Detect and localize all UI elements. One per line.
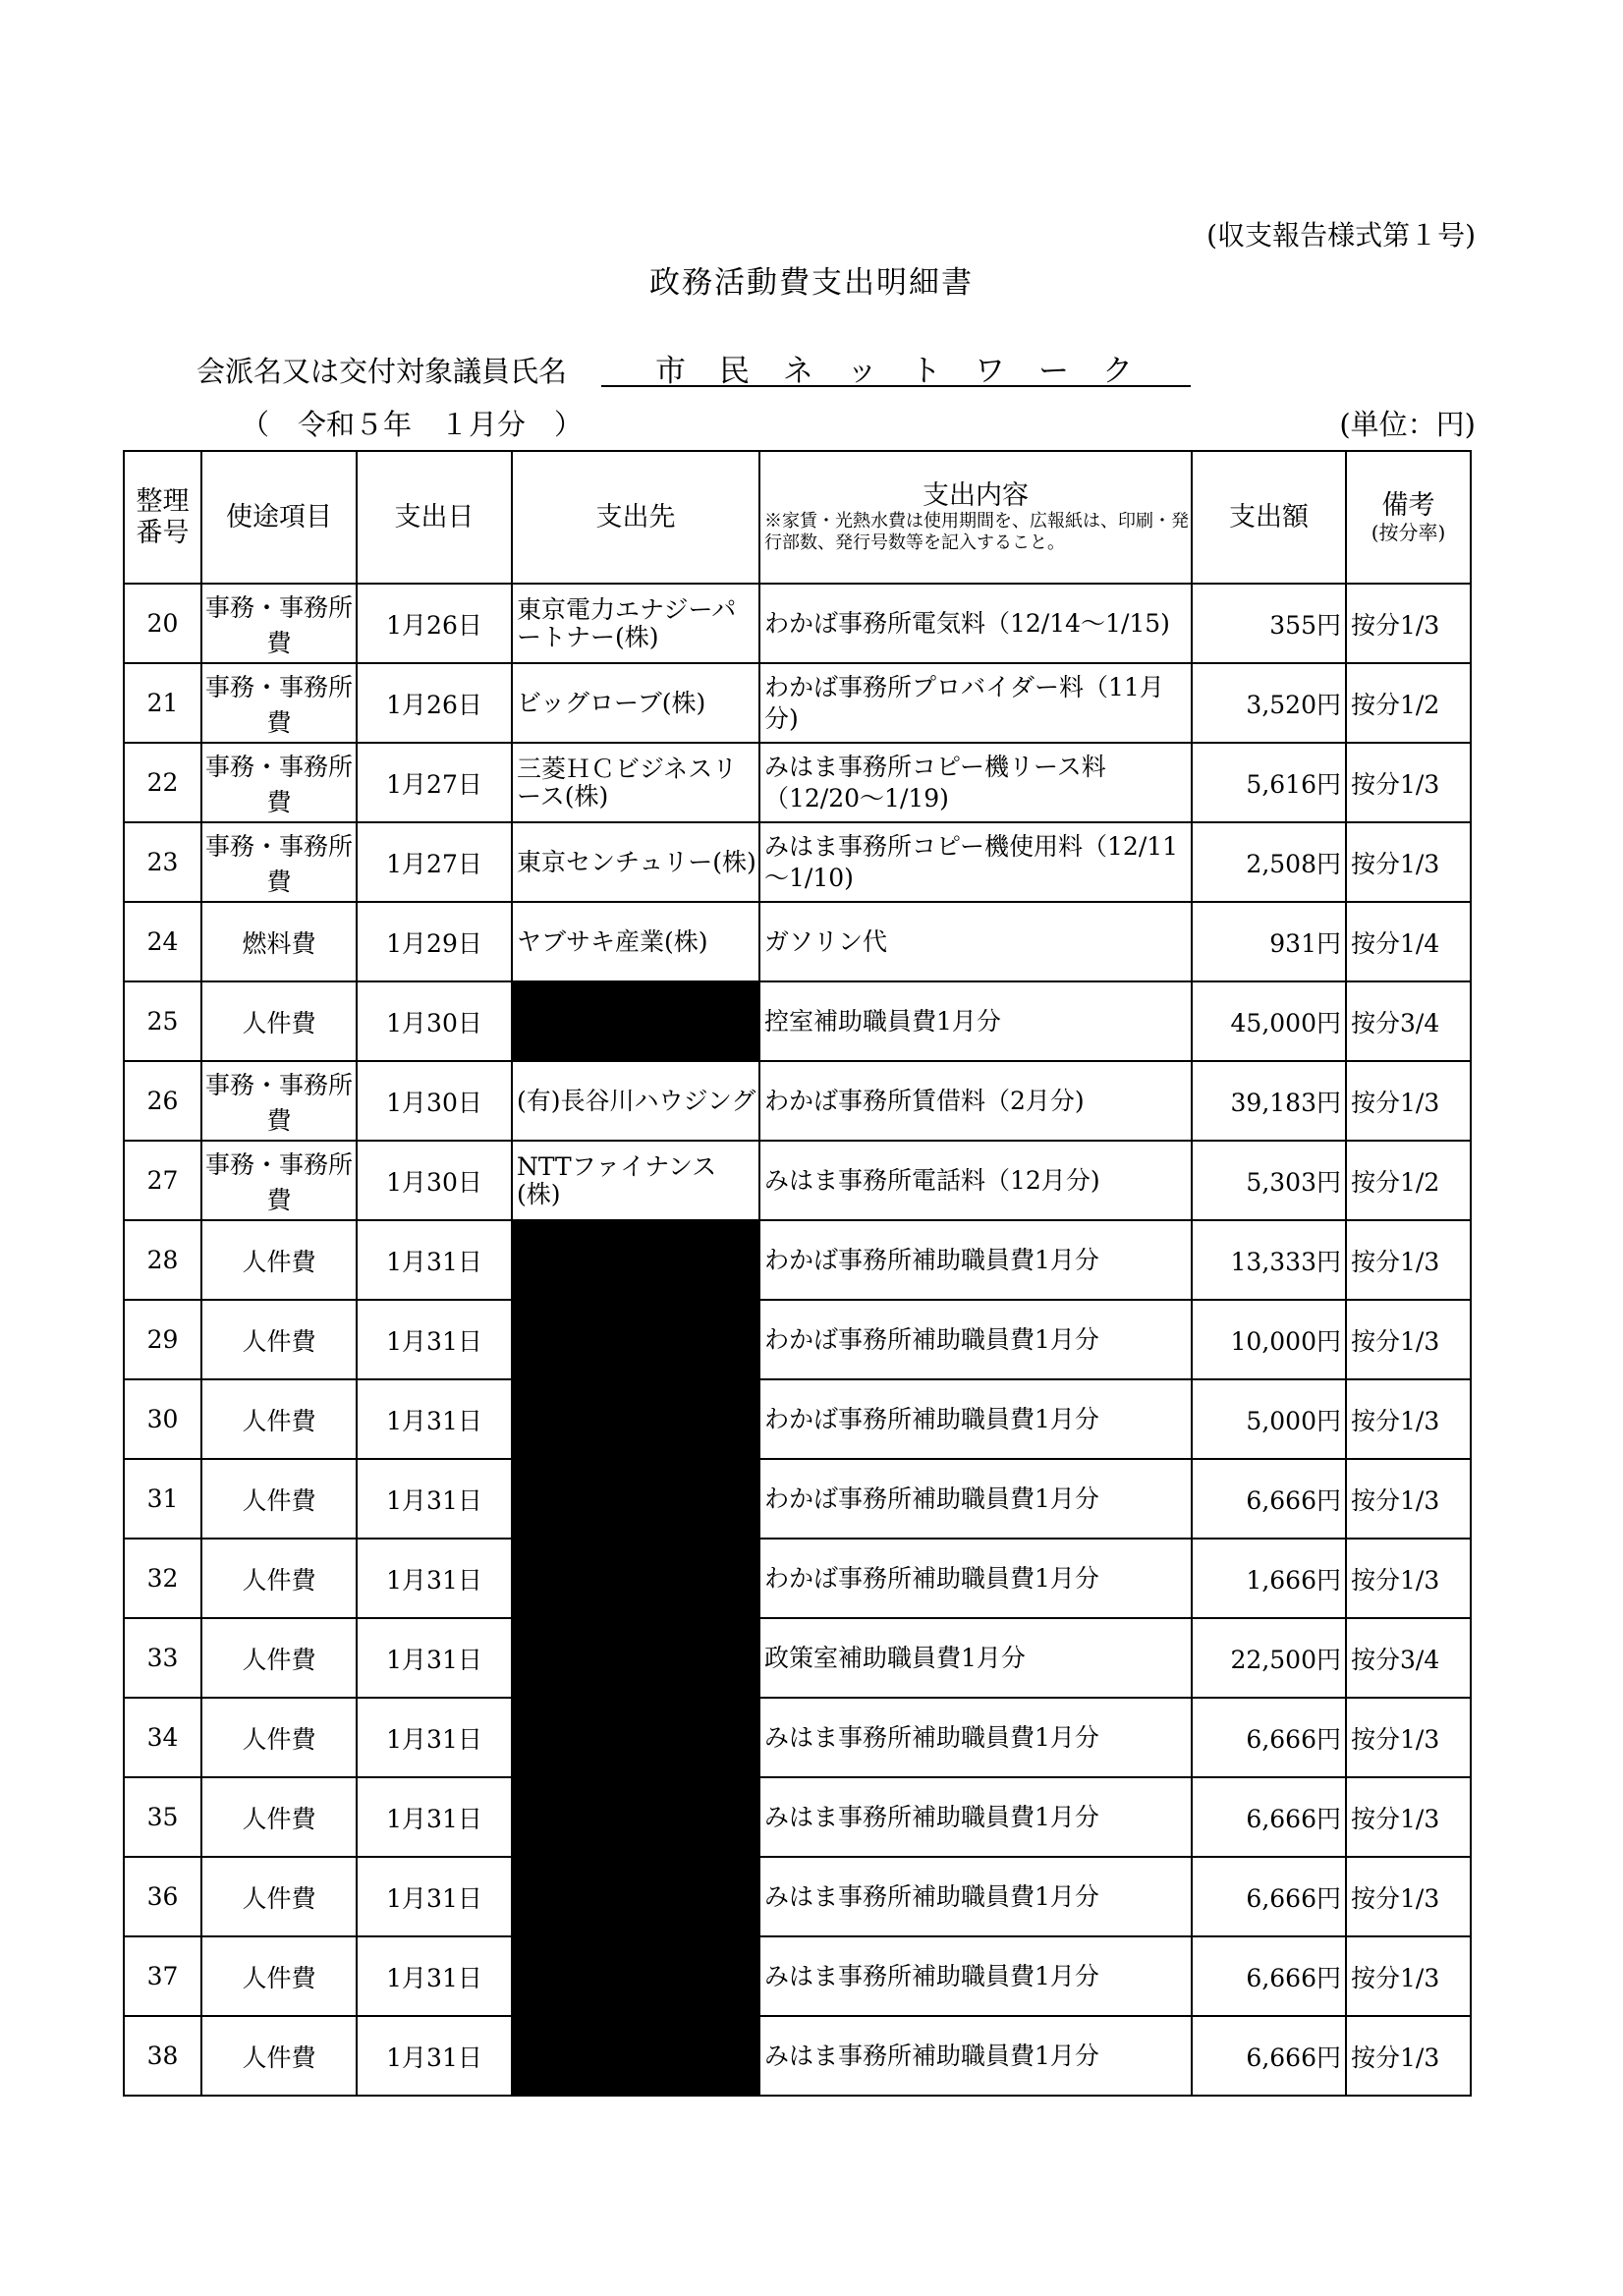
use-category: 人件費 xyxy=(201,981,357,1061)
document-title: 政務活動費支出明細書 xyxy=(649,265,974,301)
table-row xyxy=(124,584,1471,663)
expense-content: みはま事務所補助職員費1月分 xyxy=(759,1698,1192,1777)
use-category: 人件費 xyxy=(201,1698,357,1777)
use-category: 人件費 xyxy=(201,1857,357,1936)
expense-date: 1月30日 xyxy=(357,1141,512,1220)
expense-amount: 6,666円 xyxy=(1192,1459,1346,1539)
party-label: 会派名又は交付対象議員氏名 xyxy=(196,355,568,388)
payee: ヤブサキ産業(株) xyxy=(512,902,759,981)
row-number: 24 xyxy=(124,902,201,981)
expense-date: 1月31日 xyxy=(357,1618,512,1698)
table-row xyxy=(124,1539,1471,1618)
form-number: (収支報告様式第１号) xyxy=(1206,219,1476,252)
redacted-payee xyxy=(512,1618,759,1698)
expense-date: 1月29日 xyxy=(357,902,512,981)
allocation-rate: 按分1/3 xyxy=(1346,584,1471,663)
expense-amount: 931円 xyxy=(1192,902,1346,981)
use-category: 事務・事務所費 xyxy=(201,1141,357,1220)
use-category: 事務・事務所費 xyxy=(201,822,357,902)
row-number: 23 xyxy=(124,822,201,902)
use-category: 人件費 xyxy=(201,1777,357,1857)
row-number: 31 xyxy=(124,1459,201,1539)
expense-amount: 1,666円 xyxy=(1192,1539,1346,1618)
row-number: 33 xyxy=(124,1618,201,1698)
use-category: 燃料費 xyxy=(201,902,357,981)
expense-amount: 355円 xyxy=(1192,584,1346,663)
redacted-payee xyxy=(512,1777,759,1857)
header-remarks xyxy=(1346,451,1471,584)
expense-content: わかば事務所プロバイダー料（11月分) xyxy=(759,663,1192,743)
table-row xyxy=(124,902,1471,981)
expense-amount: 6,666円 xyxy=(1192,2016,1346,2096)
expense-content: みはま事務所補助職員費1月分 xyxy=(759,1777,1192,1857)
expense-content: わかば事務所補助職員費1月分 xyxy=(759,1300,1192,1379)
expense-content: みはま事務所補助職員費1月分 xyxy=(759,2016,1192,2096)
table-row xyxy=(124,1857,1471,1936)
party-name: 市民ネットワーク xyxy=(601,346,1191,387)
use-category: 人件費 xyxy=(201,2016,357,2096)
use-category: 人件費 xyxy=(201,1539,357,1618)
table-row xyxy=(124,1141,1471,1220)
expense-date: 1月31日 xyxy=(357,1777,512,1857)
expense-content: みはま事務所補助職員費1月分 xyxy=(759,1936,1192,2016)
row-number: 32 xyxy=(124,1539,201,1618)
expense-content: わかば事務所電気料（12/14～1/15) xyxy=(759,584,1192,663)
payee: (有)長谷川ハウジング xyxy=(512,1061,759,1141)
expense-date: 1月27日 xyxy=(357,743,512,822)
allocation-rate: 按分1/3 xyxy=(1346,1936,1471,2016)
expense-date: 1月30日 xyxy=(357,1061,512,1141)
expense-content: わかば事務所補助職員費1月分 xyxy=(759,1379,1192,1459)
table-row xyxy=(124,1379,1471,1459)
row-number: 35 xyxy=(124,1777,201,1857)
expense-date: 1月26日 xyxy=(357,584,512,663)
allocation-rate: 按分1/3 xyxy=(1346,2016,1471,2096)
expense-amount: 22,500円 xyxy=(1192,1618,1346,1698)
expense-amount: 2,508円 xyxy=(1192,822,1346,902)
header-content-title: 支出内容 xyxy=(923,480,1029,512)
table-row xyxy=(124,2016,1471,2096)
expense-date: 1月30日 xyxy=(357,981,512,1061)
expense-date: 1月31日 xyxy=(357,1220,512,1300)
row-number: 34 xyxy=(124,1698,201,1777)
expense-amount: 3,520円 xyxy=(1192,663,1346,743)
expense-date: 1月31日 xyxy=(357,1459,512,1539)
table-row xyxy=(124,743,1471,822)
table-row xyxy=(124,1777,1471,1857)
header-remarks-sub: (按分率) xyxy=(1371,520,1446,544)
redacted-payee xyxy=(512,2016,759,2096)
row-number: 37 xyxy=(124,1936,201,2016)
header-no-label: 整理番号 xyxy=(136,486,190,548)
allocation-rate: 按分1/3 xyxy=(1346,743,1471,822)
row-number: 21 xyxy=(124,663,201,743)
redacted-payee xyxy=(512,1857,759,1936)
payee: 三菱ＨＣビジネスリース(株) xyxy=(512,743,759,822)
redacted-payee xyxy=(512,1220,759,1300)
use-category: 事務・事務所費 xyxy=(201,743,357,822)
use-category: 人件費 xyxy=(201,1300,357,1379)
payee: 東京電力エナジーパートナー(株) xyxy=(512,584,759,663)
use-category: 人件費 xyxy=(201,1459,357,1539)
table-row xyxy=(124,1698,1471,1777)
redacted-payee xyxy=(512,981,759,1061)
redacted-payee xyxy=(512,1936,759,2016)
allocation-rate: 按分1/3 xyxy=(1346,1698,1471,1777)
allocation-rate: 按分3/4 xyxy=(1346,1618,1471,1698)
header-amount: 支出額 xyxy=(1192,451,1346,584)
allocation-rate: 按分1/3 xyxy=(1346,1539,1471,1618)
use-category: 人件費 xyxy=(201,1379,357,1459)
expense-amount: 10,000円 xyxy=(1192,1300,1346,1379)
allocation-rate: 按分1/3 xyxy=(1346,1379,1471,1459)
table-row xyxy=(124,981,1471,1061)
expense-content: わかば事務所賃借料（2月分) xyxy=(759,1061,1192,1141)
header-payee: 支出先 xyxy=(512,451,759,584)
redacted-payee xyxy=(512,1379,759,1459)
expense-amount: 6,666円 xyxy=(1192,1936,1346,2016)
expense-content: わかば事務所補助職員費1月分 xyxy=(759,1220,1192,1300)
expense-amount: 5,303円 xyxy=(1192,1141,1346,1220)
row-number: 22 xyxy=(124,743,201,822)
expense-amount: 5,000円 xyxy=(1192,1379,1346,1459)
expense-content: わかば事務所補助職員費1月分 xyxy=(759,1539,1192,1618)
row-number: 20 xyxy=(124,584,201,663)
use-category: 事務・事務所費 xyxy=(201,663,357,743)
row-number: 29 xyxy=(124,1300,201,1379)
payee: 東京センチュリー(株) xyxy=(512,822,759,902)
redacted-payee xyxy=(512,1539,759,1618)
table-row xyxy=(124,1936,1471,2016)
redacted-payee xyxy=(512,1459,759,1539)
header-use: 使途項目 xyxy=(201,451,357,584)
expense-amount: 6,666円 xyxy=(1192,1777,1346,1857)
row-number: 25 xyxy=(124,981,201,1061)
expense-content: ガソリン代 xyxy=(759,902,1192,981)
header-content xyxy=(759,451,1192,584)
allocation-rate: 按分1/3 xyxy=(1346,822,1471,902)
allocation-rate: 按分1/2 xyxy=(1346,663,1471,743)
unit-label: (単位：円) xyxy=(1339,408,1476,441)
expense-content: 政策室補助職員費1月分 xyxy=(759,1618,1192,1698)
use-category: 事務・事務所費 xyxy=(201,584,357,663)
table-row xyxy=(124,822,1471,902)
table-row xyxy=(124,1300,1471,1379)
payee: ビッグローブ(株) xyxy=(512,663,759,743)
use-category: 事務・事務所費 xyxy=(201,1061,357,1141)
header-content-note: ※家賃・光熱水費は使用期間を、広報紙は、印刷・発行部数、発行号数等を記入すること。 xyxy=(764,511,1189,554)
expense-content: わかば事務所補助職員費1月分 xyxy=(759,1459,1192,1539)
redacted-payee xyxy=(512,1300,759,1379)
row-number: 36 xyxy=(124,1857,201,1936)
header-date: 支出日 xyxy=(357,451,512,584)
allocation-rate: 按分1/2 xyxy=(1346,1141,1471,1220)
expense-date: 1月31日 xyxy=(357,1379,512,1459)
redacted-payee xyxy=(512,1698,759,1777)
allocation-rate: 按分1/4 xyxy=(1346,902,1471,981)
allocation-rate: 按分1/3 xyxy=(1346,1220,1471,1300)
allocation-rate: 按分1/3 xyxy=(1346,1777,1471,1857)
allocation-rate: 按分3/4 xyxy=(1346,981,1471,1061)
table-row xyxy=(124,1459,1471,1539)
expense-date: 1月31日 xyxy=(357,1698,512,1777)
expense-date: 1月31日 xyxy=(357,2016,512,2096)
row-number: 26 xyxy=(124,1061,201,1141)
allocation-rate: 按分1/3 xyxy=(1346,1300,1471,1379)
use-category: 人件費 xyxy=(201,1220,357,1300)
table-header-row xyxy=(124,451,1471,584)
expense-date: 1月31日 xyxy=(357,1857,512,1936)
row-number: 28 xyxy=(124,1220,201,1300)
table-row xyxy=(124,663,1471,743)
expense-content: みはま事務所補助職員費1月分 xyxy=(759,1857,1192,1936)
payee: NTTファイナンス(株) xyxy=(512,1141,759,1220)
header-no xyxy=(124,451,201,584)
row-number: 38 xyxy=(124,2016,201,2096)
expense-amount: 5,616円 xyxy=(1192,743,1346,822)
expense-amount: 6,666円 xyxy=(1192,1857,1346,1936)
expense-table xyxy=(123,450,1472,2097)
allocation-rate: 按分1/3 xyxy=(1346,1857,1471,1936)
table-row xyxy=(124,1220,1471,1300)
expense-amount: 45,000円 xyxy=(1192,981,1346,1061)
period-label: （ 令和５年 １月分 ） xyxy=(241,408,584,441)
expense-content: 控室補助職員費1月分 xyxy=(759,981,1192,1061)
table-row xyxy=(124,1061,1471,1141)
allocation-rate: 按分1/3 xyxy=(1346,1061,1471,1141)
table-row xyxy=(124,1618,1471,1698)
expense-amount: 13,333円 xyxy=(1192,1220,1346,1300)
expense-amount: 6,666円 xyxy=(1192,1698,1346,1777)
use-category: 人件費 xyxy=(201,1936,357,2016)
expense-date: 1月31日 xyxy=(357,1936,512,2016)
expense-date: 1月31日 xyxy=(357,1300,512,1379)
expense-amount: 39,183円 xyxy=(1192,1061,1346,1141)
expense-date: 1月27日 xyxy=(357,822,512,902)
header-remarks-title: 備考 xyxy=(1381,490,1435,522)
expense-content: みはま事務所コピー機リース料（12/20～1/19) xyxy=(759,743,1192,822)
expense-content: みはま事務所電話料（12月分) xyxy=(759,1141,1192,1220)
row-number: 30 xyxy=(124,1379,201,1459)
expense-date: 1月26日 xyxy=(357,663,512,743)
use-category: 人件費 xyxy=(201,1618,357,1698)
expense-content: みはま事務所コピー機使用料（12/11～1/10) xyxy=(759,822,1192,902)
row-number: 27 xyxy=(124,1141,201,1220)
expense-date: 1月31日 xyxy=(357,1539,512,1618)
allocation-rate: 按分1/3 xyxy=(1346,1459,1471,1539)
